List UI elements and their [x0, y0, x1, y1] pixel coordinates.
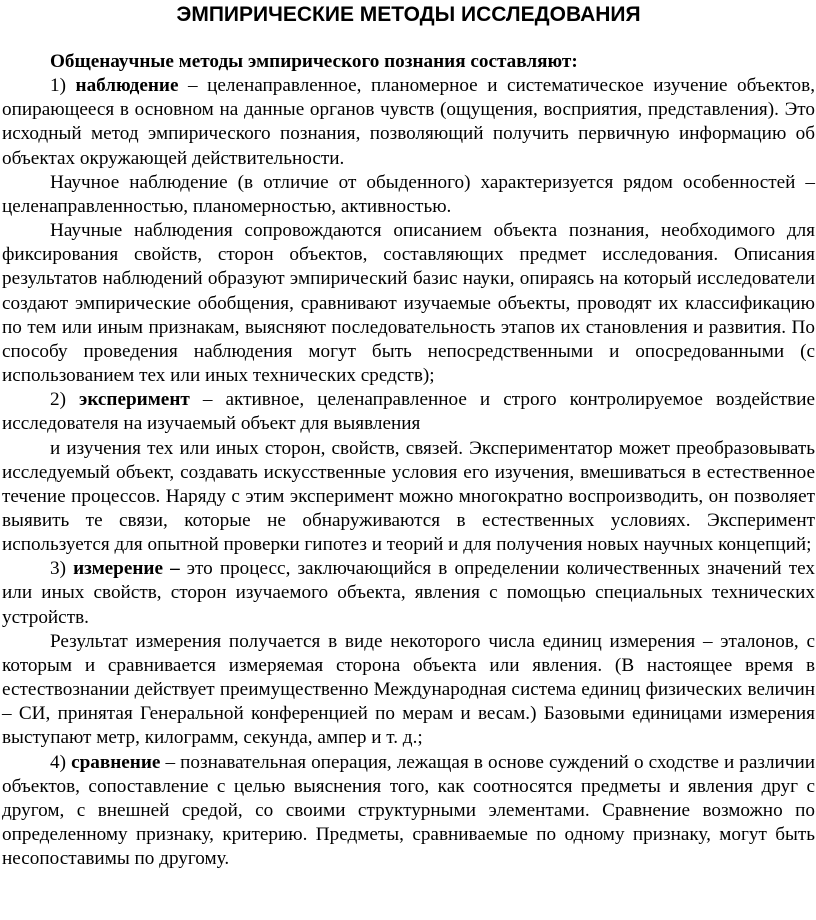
term-experiment: эксперимент — [79, 389, 190, 411]
page-title: ЭМПИРИЧЕСКИЕ МЕТОДЫ ИССЛЕДОВАНИЯ — [176, 3, 641, 26]
intro-heading: Общенаучные методы эмпирического познания составляют: — [50, 51, 578, 72]
paragraph-measurement — [2, 557, 815, 629]
item-number: 3) — [50, 558, 74, 580]
item-number: 1) — [50, 75, 76, 97]
paragraph-text: – целенаправленное, планомерное и систематическое изучение объектов, опирающееся в основном на данные органов чувств (ощущения, восприятия, представления). Это исходный метод эмпирического познания, позволяющий получить первичную информацию об объектах окружающей действительности. — [2, 75, 815, 169]
paragraph-comparison — [2, 751, 815, 872]
paragraph-text: – познавательная операция, лежащая в основе суждений о сходстве и различии объектов, сопоставление с целью выяснения того, как соотносятся предметы и явления друг с другом, с внешней средой, со своими структурными элементами. Сравнение возможно по определенному признаку, критерию. Предметы, сравниваемые по одному признаку, могут быть несопоставимы по другому. — [2, 751, 816, 870]
paragraph-observation-description: Научные наблюдения сопровождаются описанием объекта познания, необходимого для фиксирования свойств, сторон объектов, составляющих предмет исследования. Описания результатов наблюдений образуют эмпирический базис науки, опираясь на который исследователи создают эмпирические обобщения, сравнивают изучаемые объекты, проводят их классификацию по тем или иным признакам, выясняют последовательность этапов их становления и развития. По способу проведения наблюдения могут быть непосредственными и опосредованными (с использованием тех или иных технических средств); — [2, 220, 815, 387]
term-observation: наблюдение — [75, 75, 179, 97]
paragraph-experiment — [2, 388, 815, 436]
paragraph-observation-features: Научное наблюдение (в отличие от обыденного) характеризуется рядом особенностей – целенаправленностью, планомерностью, активностью. — [2, 171, 815, 217]
paragraph-experiment-continued: и изучения тех или иных сторон, свойств, связей. Экспериментатор может преобразовывать исследуемый объект, создавать искусственные условия его изучения, вмешиваться в естественное течение процессов. Наряду с этим эксперимент можно многократно воспроизводить, он позволяет выявить те связи, которые не обнаруживаются в естественных условиях. Эксперимент используется для опытной проверки гипотез и теорий и для получения новых научных концепций; — [2, 437, 815, 556]
term-measurement: измерение – — [73, 558, 180, 580]
term-comparison: сравнение — [71, 751, 161, 773]
item-number: 4) — [50, 751, 72, 773]
paragraph-text: это процесс, заключающийся в определении количественных значений тех или иных свойств, сторон изучаемого объекта, явления с помощью специальных технических устройств. — [2, 558, 815, 628]
item-number: 2) — [50, 389, 80, 411]
paragraph-text: – активное, целенаправленное и строго контролируемое воздействие исследователя на изучаемый объект для выявления — [2, 389, 815, 435]
paragraph-observation — [2, 74, 815, 171]
paragraph-measurement-result: Результат измерения получается в виде некоторого числа единиц измерения – эталонов, с которым и сравнивается измеряемая сторона объекта или явления. (В настоящее время в естествознании действует преимущественно Международная система единиц физических величин – СИ, принятая Генеральной конференцией по мерам и весам.) Базовыми единицами измерения выступают метр, килограмм, секунда, ампер и т. д.; — [2, 630, 815, 749]
